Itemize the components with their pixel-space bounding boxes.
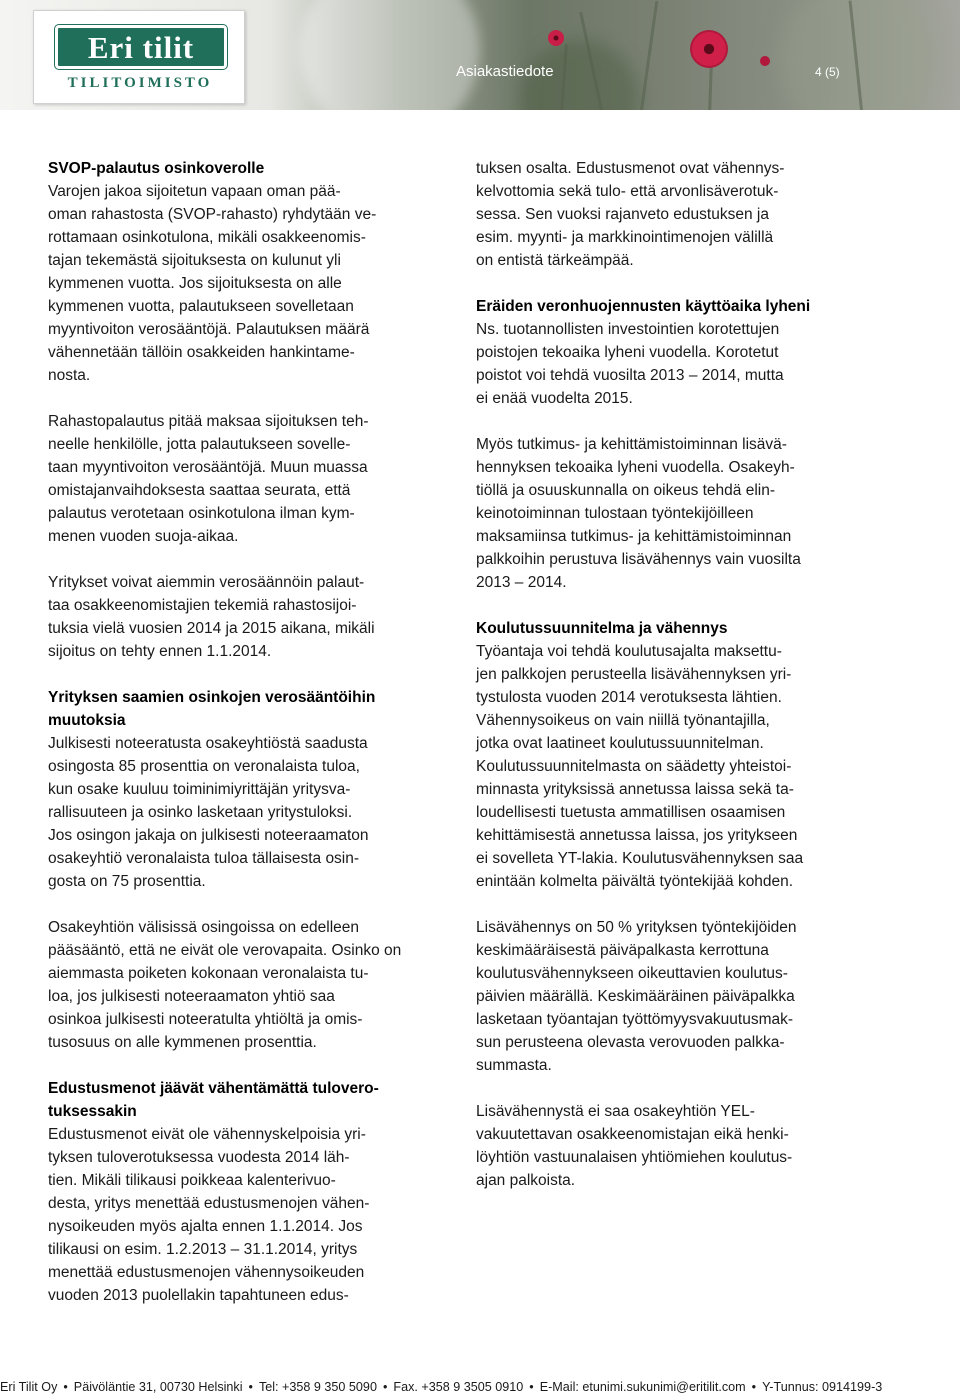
- text-line: minnasta yrityksissä annetussa laissa sekä ta-: [476, 781, 794, 798]
- text-line: taa osakkeenomistajien tekemiä rahastosijoi-: [48, 597, 357, 614]
- grass-blade: [640, 1, 658, 110]
- text-line: sun perusteena olevasta verovuoden palkka-: [476, 1034, 785, 1051]
- footer-separator: •: [529, 1380, 534, 1394]
- text-line: maksamiinsa tutkimus- ja kehittämistoiminnan: [476, 528, 792, 545]
- footer-separator: •: [63, 1380, 68, 1394]
- paragraph-gap: [476, 594, 852, 617]
- text-line: tystulosta vuoden 2014 verotuksesta lähtien.: [476, 689, 782, 706]
- text-line: kelvottomia sekä tulo- että arvonlisäverotuk-: [476, 183, 779, 200]
- paragraph: [476, 433, 852, 594]
- text-line: Eräiden veronhuojennusten käyttöaika lyheni: [476, 298, 811, 315]
- text-line: menettää edustusmenojen vähennysoikeuden: [48, 1264, 365, 1281]
- footer-item: Fax. +358 9 3505 0910: [393, 1380, 524, 1394]
- paragraph-gap: [48, 387, 424, 410]
- paragraph-gap: [48, 1054, 424, 1077]
- text-line: Koulutussuunnitelma ja vähennys: [476, 620, 728, 637]
- paragraph-gap: [476, 1077, 852, 1100]
- text-line: desta, yritys menettää edustusmenojen vähen-: [48, 1195, 370, 1212]
- text-line: enintään kolmelta päivältä työntekijää kohden.: [476, 873, 794, 890]
- text-line: keskimääräisestä päiväpalkasta kerrottuna: [476, 942, 769, 959]
- paragraph-gap: [476, 272, 852, 295]
- text-line: Koulutussuunnitelmasta on säädetty yhteistoi-: [476, 758, 792, 775]
- text-line: löyhtiön vastuunalaisen yhtiömiehen koulutus-: [476, 1149, 793, 1166]
- footer-separator: •: [751, 1380, 757, 1394]
- section-heading: [476, 295, 852, 318]
- text-line: SVOP-palautus osinkoverolle: [48, 160, 265, 177]
- text-line: vakuutettavan osakkeenomistajan eikä henki-: [476, 1126, 789, 1143]
- text-line: Yritykset voivat aiemmin verosäännöin palaut-: [48, 574, 365, 591]
- text-line: on entistä tärkeämpää.: [476, 252, 634, 269]
- section-heading: [48, 157, 424, 180]
- text-line: kymmenen vuotta, palautukseen sovelletaan: [48, 298, 354, 315]
- text-line: koulutusvähennykseen oikeuttavien koulutus-: [476, 965, 788, 982]
- paragraph: [48, 571, 424, 663]
- paragraph: [476, 640, 852, 893]
- text-line: vuoden 2013 puolellakin tapahtuneen edus-: [48, 1287, 349, 1304]
- text-line: Myös tutkimus- ja kehittämistoiminnan lisävä-: [476, 436, 787, 453]
- text-line: nysoikeuden myös ajalta ennen 1.1.2014. Jos: [48, 1218, 363, 1235]
- text-line: Rahastopalautus pitää maksaa sijoituksen teh-: [48, 413, 369, 430]
- paragraph: [48, 180, 424, 387]
- text-line: Edustusmenot eivät ole vähennyskelpoisia yri-: [48, 1126, 366, 1143]
- page-number: 4 (5): [815, 65, 840, 79]
- text-line: tuksessakin: [48, 1103, 137, 1120]
- text-line: päivien määrällä. Keskimääräinen päiväpalkka: [476, 988, 795, 1005]
- section-heading: [48, 686, 424, 732]
- text-line: osakeyhtiö veronalaista tuloa tällaisesta osin-: [48, 850, 360, 867]
- section-heading: [48, 1077, 424, 1123]
- document-label: Asiakastiedote: [456, 63, 554, 80]
- left-column: [48, 157, 424, 1307]
- footer-contact-bar: [0, 1379, 960, 1395]
- footer-item: Y-Tunnus: 0914199-3: [762, 1380, 883, 1394]
- text-line: rallisuuteen ja osinko lasketaan yritystuloksi.: [48, 804, 353, 821]
- text-line: gosta on 75 prosenttia.: [48, 873, 206, 890]
- text-line: tajan tekemästä sijoituksesta on kulunut yli: [48, 252, 341, 269]
- text-line: myyntivoiton verosääntöjä. Palautuksen määrä: [48, 321, 370, 338]
- text-line: Varojen jakoa sijoitetun vapaan oman pää-: [48, 183, 341, 200]
- text-line: Työantaja voi tehdä koulutusajalta maksettu-: [476, 643, 782, 660]
- text-line: ei enää vuodelta 2015.: [476, 390, 633, 407]
- footer-item: E-Mail: etunimi.sukunimi@eritilit.com: [539, 1380, 746, 1394]
- text-line: Jos osingon jakaja on julkisesti noteeraamaton: [48, 827, 369, 844]
- text-line: omistajanvaihdoksesta saattaa seurata, että: [48, 482, 351, 499]
- text-line: Edustusmenot jäävät vähentämättä tulovero-: [48, 1080, 379, 1097]
- text-line: menen vuoden suoja-aikaa.: [48, 528, 239, 545]
- text-line: muutoksia: [48, 712, 126, 729]
- logo-badge: [55, 25, 227, 69]
- paragraph-gap: [48, 548, 424, 571]
- text-line: aiemmasta poiketen kokonaan veronalaista tu-: [48, 965, 369, 982]
- logo-subtext: TILITOIMISTO: [67, 75, 213, 91]
- section-heading: [476, 617, 852, 640]
- text-line: loa, jos julkisesti noteeraamaton yhtiö saa: [48, 988, 335, 1005]
- text-line: tuksen osalta. Edustusmenot ovat vähennys-: [476, 160, 785, 177]
- red-flower-image: [548, 30, 564, 46]
- paragraph: [48, 410, 424, 548]
- text-line: palautus verotetaan osinkotulona ilman kym-: [48, 505, 355, 522]
- text-line: kehittämisestä annetussa laissa, jos yritykseen: [476, 827, 798, 844]
- text-line: loudellisesti tuetusta ammatillisen osaamisen: [476, 804, 786, 821]
- text-line: Vähennysoikeus on vain niillä työnantajilla,: [476, 712, 770, 729]
- text-line: tilikausi on esim. 1.2.2013 – 31.1.2014, yritys: [48, 1241, 358, 1258]
- logo-text: Eri tilit: [87, 29, 195, 65]
- right-column: [476, 157, 852, 1192]
- footer-item: Eri Tilit Oy: [0, 1380, 58, 1394]
- text-line: tusosuus on alle kymmenen prosenttia.: [48, 1034, 317, 1051]
- text-line: summasta.: [476, 1057, 552, 1074]
- red-flower-image: [760, 56, 770, 66]
- text-line: Ns. tuotannollisten investointien korotettujen: [476, 321, 780, 338]
- paragraph-gap: [476, 410, 852, 433]
- text-line: 2013 – 2014.: [476, 574, 567, 591]
- text-line: tien. Mikäli tilikausi poikkeaa kalenterivuo-: [48, 1172, 336, 1189]
- paragraph: [476, 157, 852, 272]
- text-line: Osakeyhtiön välisissä osingoissa on edelleen: [48, 919, 360, 936]
- paragraph: [48, 732, 424, 893]
- text-line: kun osake kuuluu toiminimiyrittäjän yritysva-: [48, 781, 351, 798]
- text-line: taan myyntivoiton verosääntöjä. Muun muassa: [48, 459, 368, 476]
- paragraph: [476, 1100, 852, 1192]
- footer-separator: •: [248, 1380, 253, 1394]
- text-line: keinotoiminnan tulostaan työntekijöilleen: [476, 505, 754, 522]
- text-line: oman rahastosta (SVOP-rahasto) ryhdytään ve-: [48, 206, 377, 223]
- text-line: jotka ovat laatineet koulutussuunnitelman.: [476, 735, 764, 752]
- text-line: lasketaan työantajan työttömyysvakuutusmak-: [476, 1011, 794, 1028]
- text-line: pääsääntö, että ne eivät ole verovapaita. Osinko on: [48, 942, 402, 959]
- text-line: palkkoihin perustuva lisävähennys vain vuosilta: [476, 551, 801, 568]
- paragraph-gap: [48, 663, 424, 686]
- paragraph-gap: [48, 893, 424, 916]
- red-flower-image: [690, 30, 728, 68]
- company-logo: [33, 10, 245, 104]
- text-line: hennyksen tekoaika lyheni vuodella. Osakeyh-: [476, 459, 795, 476]
- text-line: poistojen tekoaika lyheni vuodella. Korotetut: [476, 344, 779, 361]
- text-line: tuksia vielä vuosien 2014 ja 2015 aikana, mikäli: [48, 620, 375, 637]
- footer-item: Päivöläntie 31, 00730 Helsinki: [73, 1380, 243, 1394]
- paragraph-gap: [476, 893, 852, 916]
- text-line: rottamaan osinkotulona, mikäli osakkeenomis-: [48, 229, 366, 246]
- text-line: ei sovelleta YT-lakia. Koulutusvähennyksen saa: [476, 850, 804, 867]
- text-line: poistot voi tehdä vuosilta 2013 – 2014, mutta: [476, 367, 784, 384]
- text-line: osingosta 85 prosenttia on veronalaista tuloa,: [48, 758, 360, 775]
- background-bokeh: [300, 0, 480, 110]
- footer-item: Tel: +358 9 350 5090: [258, 1380, 377, 1394]
- text-line: Yrityksen saamien osinkojen verosääntöihin: [48, 689, 376, 706]
- text-line: ajan palkoista.: [476, 1172, 576, 1189]
- text-line: Lisävähennystä ei saa osakeyhtiön YEL-: [476, 1103, 755, 1120]
- paragraph: [476, 916, 852, 1077]
- header-banner: [0, 0, 960, 110]
- text-line: Lisävähennys on 50 % yrityksen työntekijöiden: [476, 919, 797, 936]
- text-line: nosta.: [48, 367, 91, 384]
- flower-stem: [708, 66, 713, 110]
- text-line: tyksen tuloverotuksessa vuodesta 2014 läh-: [48, 1149, 350, 1166]
- text-line: osinkoa julkisesti noteeratulta yhtiöltä ja omis-: [48, 1011, 363, 1028]
- paragraph: [48, 1123, 424, 1307]
- text-line: tiöllä ja osuuskunnalla on oikeus tehdä elin-: [476, 482, 776, 499]
- text-line: Julkisesti noteeratusta osakeyhtiöstä saadusta: [48, 735, 368, 752]
- text-line: jen palkkojen perusteella lisävähennyksen yri-: [476, 666, 792, 683]
- text-line: neelle henkilölle, jotta palautukseen sovelle-: [48, 436, 351, 453]
- footer-separator: •: [382, 1380, 388, 1394]
- paragraph: [476, 318, 852, 410]
- text-line: sessa. Sen vuoksi rajanveto edustuksen ja: [476, 206, 769, 223]
- text-line: vähennetään tällöin osakkeiden hankintame-: [48, 344, 355, 361]
- text-line: esim. myynti- ja markkinointimenojen välillä: [476, 229, 774, 246]
- text-line: sijoitus on tehty ennen 1.1.2014.: [48, 643, 272, 660]
- text-line: kymmenen vuotta. Jos sijoituksesta on alle: [48, 275, 342, 292]
- paragraph: [48, 916, 424, 1054]
